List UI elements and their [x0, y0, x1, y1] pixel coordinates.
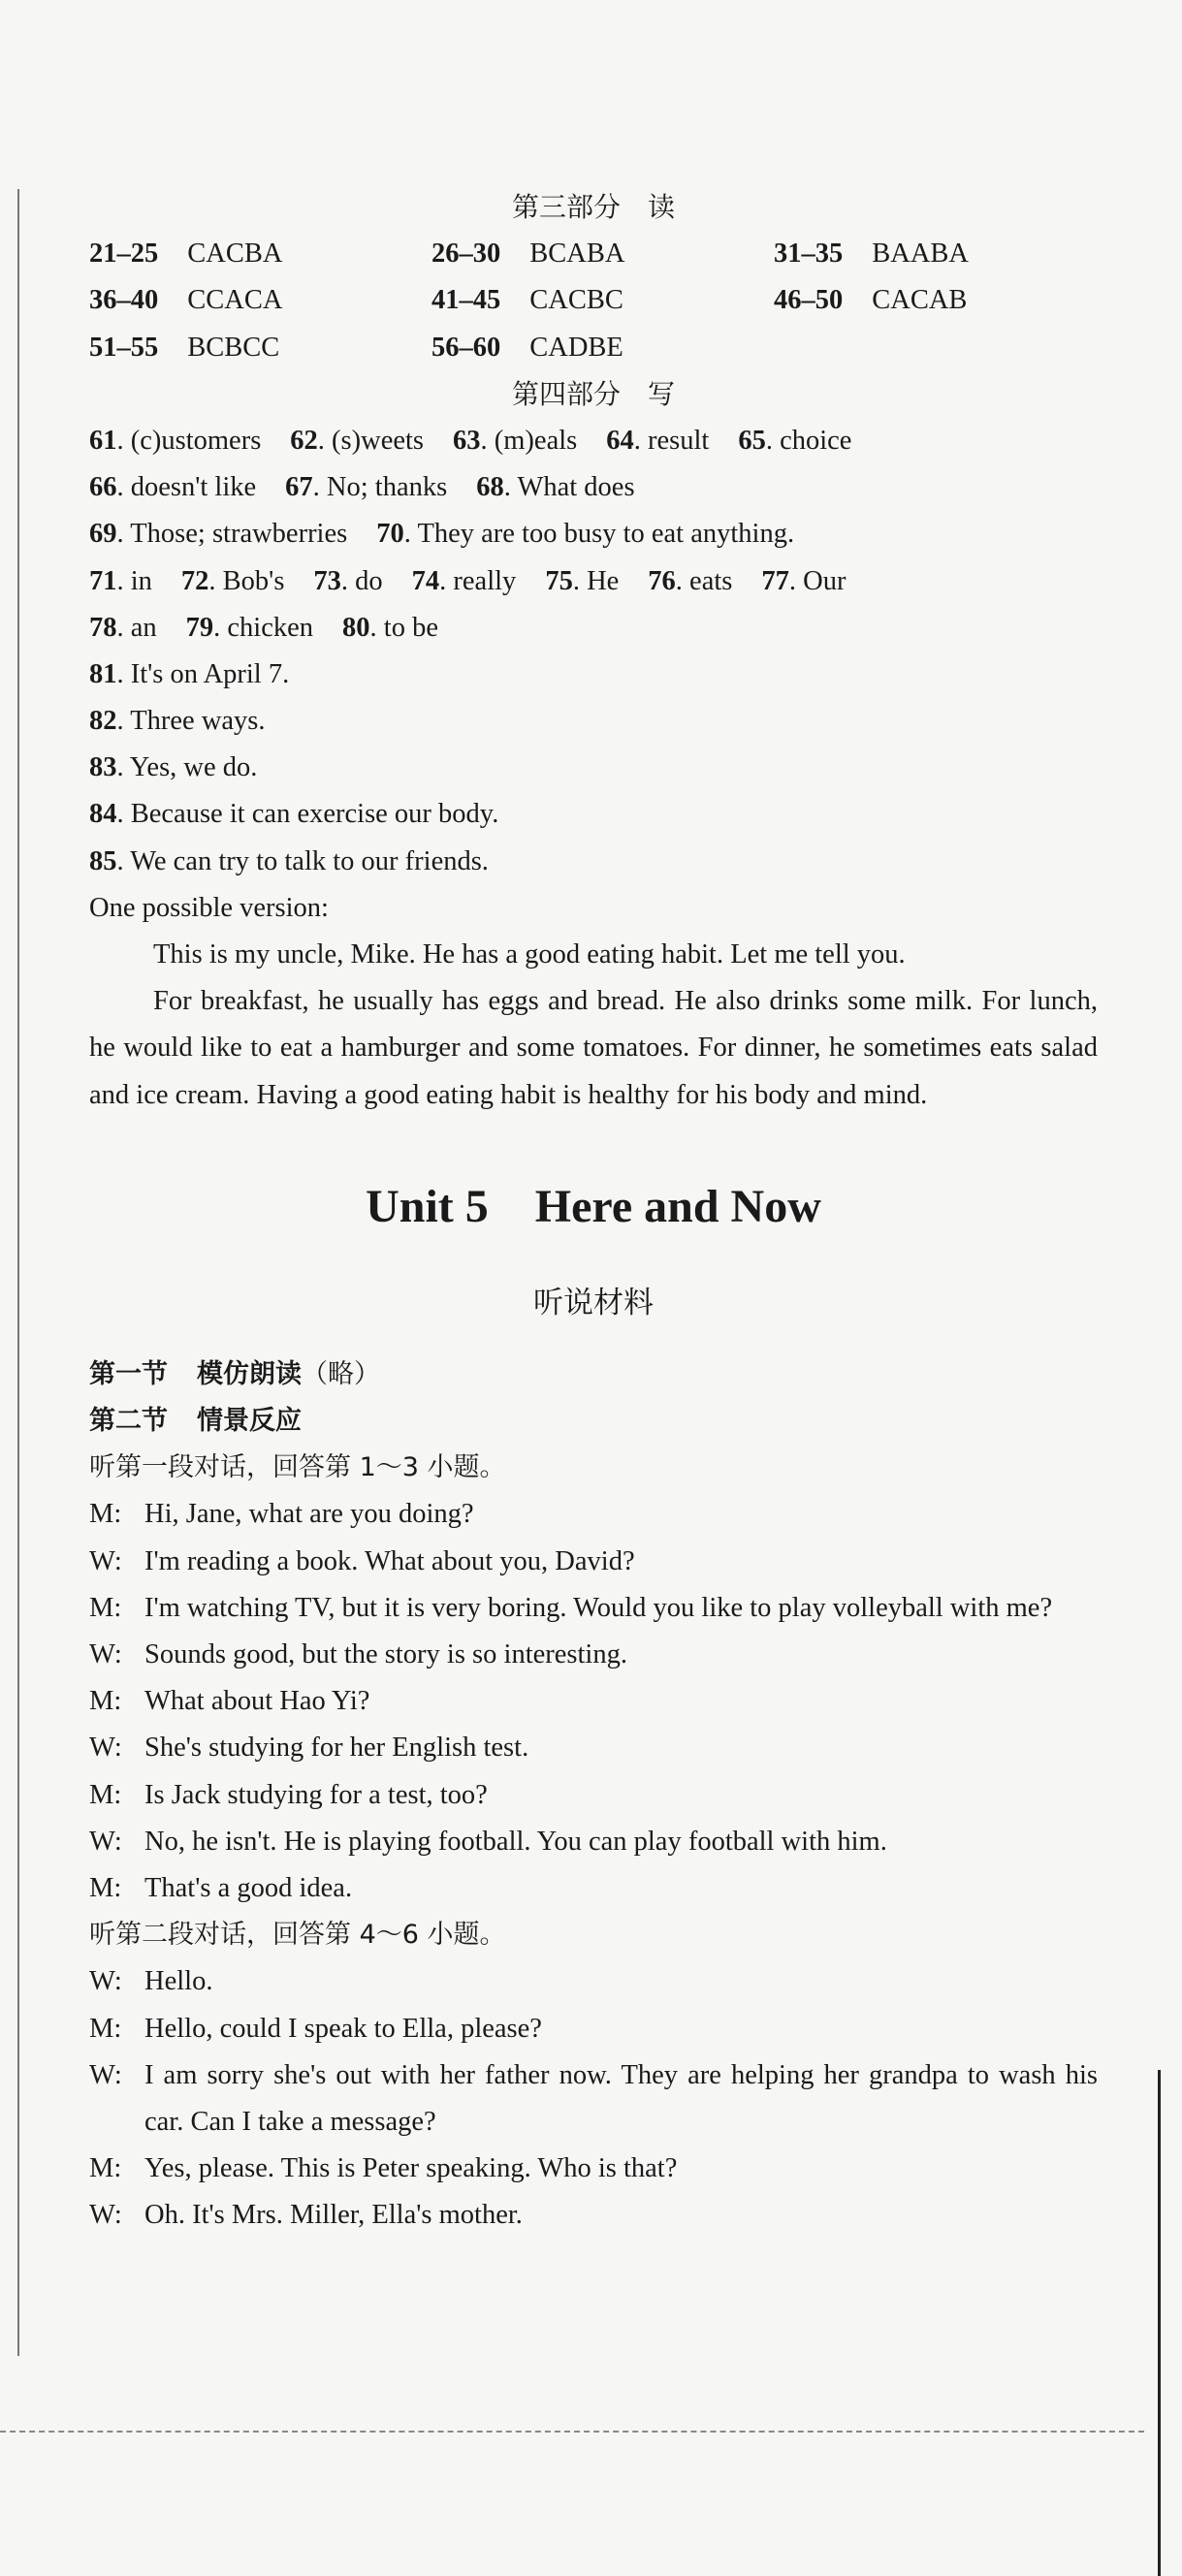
answer-cell	[89, 325, 431, 371]
utterance: That's a good idea.	[144, 1873, 353, 1903]
essay-paragraph-1: This is my uncle, Mike. He has a good eating habit. Let me tell you.	[153, 939, 906, 970]
utterance: Hi, Jane, what are you doing?	[144, 1499, 474, 1530]
question-number: 72	[180, 565, 209, 596]
answer-line: 85. We can try to talk to our friends.	[89, 845, 489, 876]
dialog-line	[89, 1585, 1098, 1632]
dialog-line	[89, 1678, 1098, 1725]
dialog-line	[89, 2192, 1098, 2239]
question-number: 74	[411, 565, 440, 596]
speaker: W:	[89, 1826, 122, 1857]
answer-text: chicken	[227, 612, 314, 643]
left-margin-rule	[17, 189, 19, 2356]
section-1-name: 第一节	[89, 1358, 168, 1389]
question-range: 51–55	[89, 332, 159, 363]
question-number: 81	[89, 658, 117, 689]
answer-line: 71. in 72. Bob's 73. do 74. really 75. He 76. eats 77. Our	[89, 565, 847, 596]
answer-text: No; thanks	[326, 472, 448, 503]
dialog-line	[89, 2146, 1098, 2192]
cut-line	[0, 2431, 1144, 2433]
dialog-line	[89, 1725, 1098, 1771]
dialog-line	[89, 1632, 1098, 1678]
essay-paragraph-2: For breakfast, he usually has eggs and bread. He also drinks some milk. For lunch, he would like to eat a hamburger and some tomatoes. For dinner, he sometimes eats salad and ice cream. Having a good eating habit is healthy for his body and mind.	[89, 986, 1098, 1110]
answer-text: We can try to talk to our friends.	[130, 845, 489, 876]
answer-letters: CADBE	[529, 332, 623, 363]
answer-row	[89, 231, 1098, 277]
answer-text: eats	[689, 565, 733, 596]
part3-answers	[89, 231, 1098, 371]
utterance: I'm watching TV, but it is very boring. Would you like to play volleyball with me?	[144, 1592, 1053, 1623]
answer-cell	[431, 325, 774, 371]
answer-text: (c)ustomers	[130, 425, 262, 456]
answer-text: really	[453, 565, 517, 596]
section-1-title: 模仿朗读	[197, 1358, 302, 1389]
question-range: 26–30	[431, 239, 501, 270]
section-1-note: （略）	[302, 1358, 380, 1389]
question-number: 62	[290, 425, 318, 456]
part4-heading: 第四部分 写	[511, 377, 675, 410]
question-number: 61	[89, 425, 117, 456]
answer-row	[89, 277, 1098, 324]
question-number: 85	[89, 845, 117, 876]
question-number: 69	[89, 519, 117, 550]
answer-row	[89, 325, 1098, 371]
answer-cell	[431, 231, 774, 277]
page-content	[89, 184, 1098, 2240]
dialog-1	[89, 1491, 1098, 1912]
dialog-line	[89, 2052, 1098, 2146]
answer-text: to be	[383, 612, 438, 643]
speaker: W:	[89, 2200, 122, 2231]
dialog-line	[89, 1819, 1098, 1865]
speaker: M:	[89, 2153, 122, 2184]
answer-letters: BCABA	[529, 239, 625, 270]
question-number: 64	[606, 425, 634, 456]
question-number: 65	[738, 425, 766, 456]
unit-subtitle: 听说材料	[533, 1285, 654, 1320]
answer-text: do	[355, 565, 383, 596]
answer-text: choice	[780, 425, 852, 456]
answer-text: Our	[803, 565, 847, 596]
question-range: 56–60	[431, 332, 501, 363]
answer-letters: CACBA	[187, 239, 283, 270]
section-1	[89, 1352, 1098, 1398]
question-number: 66	[89, 472, 117, 503]
dialog-line	[89, 1491, 1098, 1538]
question-range: 36–40	[89, 285, 159, 316]
question-range: 46–50	[774, 285, 844, 316]
answer-line: 84. Because it can exercise our body.	[89, 799, 499, 830]
answer-cell	[774, 277, 1098, 324]
answer-letters: CACAB	[872, 285, 968, 316]
dialog-line	[89, 1772, 1098, 1819]
answer-line: 61. (c)ustomers 62. (s)weets 63. (m)eals 64. result 65. choice	[89, 425, 852, 456]
answer-letters: BAABA	[872, 239, 970, 270]
dialog-2	[89, 1958, 1098, 2239]
speaker: W:	[89, 1545, 122, 1576]
question-number: 77	[761, 565, 789, 596]
utterance: Hello, could I speak to Ella, please?	[144, 2013, 542, 2044]
answer-line: 66. doesn't like 67. No; thanks 68. What does	[89, 472, 635, 503]
question-number: 71	[89, 565, 117, 596]
dialog-line	[89, 2006, 1098, 2052]
speaker: M:	[89, 1686, 122, 1717]
answer-text: It's on April 7.	[130, 658, 290, 689]
speaker: M:	[89, 1873, 122, 1903]
answer-text: Those; strawberries	[130, 519, 348, 550]
answer-line: 82. Three ways.	[89, 706, 266, 737]
question-number: 63	[453, 425, 481, 456]
speaker: W:	[89, 1733, 122, 1764]
question-number: 79	[185, 612, 214, 643]
version-label: One possible version:	[89, 892, 329, 923]
section-2	[89, 1398, 1098, 1445]
dialog-line	[89, 1539, 1098, 1585]
dialog-2-intro: 听第二段对话，回答第 4～6 小题。	[89, 1920, 506, 1951]
utterance: Sounds good, but the story is so interesting.	[144, 1638, 627, 1670]
dialog-line	[89, 1958, 1098, 2005]
utterance: What about Hao Yi?	[144, 1686, 370, 1717]
utterance: Oh. It's Mrs. Miller, Ella's mother.	[144, 2200, 523, 2231]
answer-cell	[431, 277, 774, 324]
answer-line: 78. an 79. chicken 80. to be	[89, 612, 438, 643]
utterance: I'm reading a book. What about you, David?	[144, 1545, 635, 1576]
answer-text: result	[647, 425, 710, 456]
question-number: 84	[89, 799, 117, 830]
section-2-title: 情景反应	[197, 1406, 302, 1436]
question-range: 31–35	[774, 239, 844, 270]
utterance: Hello.	[144, 1966, 213, 1997]
right-edge-rule	[1158, 2070, 1161, 2576]
answer-text: What does	[517, 472, 635, 503]
utterance: No, he isn't. He is playing football. You can play football with him.	[144, 1826, 887, 1857]
answer-letters: BCBCC	[187, 332, 280, 363]
answer-text: Yes, we do.	[129, 752, 258, 783]
answer-text: in	[130, 565, 152, 596]
answer-line: 83. Yes, we do.	[89, 752, 258, 783]
dialog-1-intro: 听第一段对话，回答第 1～3 小题。	[89, 1452, 506, 1483]
answer-text: (m)eals	[494, 425, 578, 456]
question-number: 67	[285, 472, 313, 503]
answer-text: (s)weets	[332, 425, 425, 456]
speaker: M:	[89, 1779, 122, 1810]
utterance: Is Jack studying for a test, too?	[144, 1779, 488, 1810]
question-range: 41–45	[431, 285, 501, 316]
utterance: She's studying for her English test.	[144, 1733, 529, 1764]
question-number: 68	[476, 472, 504, 503]
answer-cell	[774, 231, 1098, 277]
answer-letters: CACBC	[529, 285, 623, 316]
question-number: 76	[648, 565, 676, 596]
speaker: M:	[89, 2013, 122, 2044]
part3-heading: 第三部分 读	[511, 191, 675, 223]
answer-line: 81. It's on April 7.	[89, 658, 290, 689]
question-number: 83	[89, 752, 117, 783]
unit-title: Unit 5 Here and Now	[366, 1180, 821, 1232]
question-number: 73	[313, 565, 341, 596]
answer-text: an	[130, 612, 157, 643]
part4-answers	[89, 418, 1098, 885]
speaker: M:	[89, 1592, 122, 1623]
speaker: W:	[89, 1638, 122, 1670]
utterance: Yes, please. This is Peter speaking. Who is that?	[144, 2153, 678, 2184]
answer-text: They are too busy to eat anything.	[417, 519, 795, 550]
speaker: W:	[89, 2059, 122, 2090]
question-number: 75	[545, 565, 573, 596]
section-2-name: 第二节	[89, 1406, 168, 1436]
answer-cell	[89, 277, 431, 324]
dialog-line	[89, 1865, 1098, 1912]
question-number: 80	[342, 612, 370, 643]
question-number: 78	[89, 612, 117, 643]
speaker: M:	[89, 1499, 122, 1530]
answer-text: Because it can exercise our body.	[130, 799, 499, 830]
answer-text: Bob's	[222, 565, 285, 596]
answer-text: Three ways.	[130, 706, 266, 737]
speaker: W:	[89, 1966, 122, 1997]
utterance: I am sorry she's out with her father now. They are helping her grandpa to wash his car. Can I take a message?	[144, 2059, 1098, 2137]
answer-line: 69. Those; strawberries 70. They are too busy to eat anything.	[89, 519, 795, 550]
question-number: 82	[89, 706, 117, 737]
answer-text: He	[587, 565, 620, 596]
question-number: 70	[376, 519, 404, 550]
answer-text: doesn't like	[130, 472, 257, 503]
answer-cell	[89, 231, 431, 277]
answer-letters: CCACA	[187, 285, 283, 316]
question-range: 21–25	[89, 239, 159, 270]
